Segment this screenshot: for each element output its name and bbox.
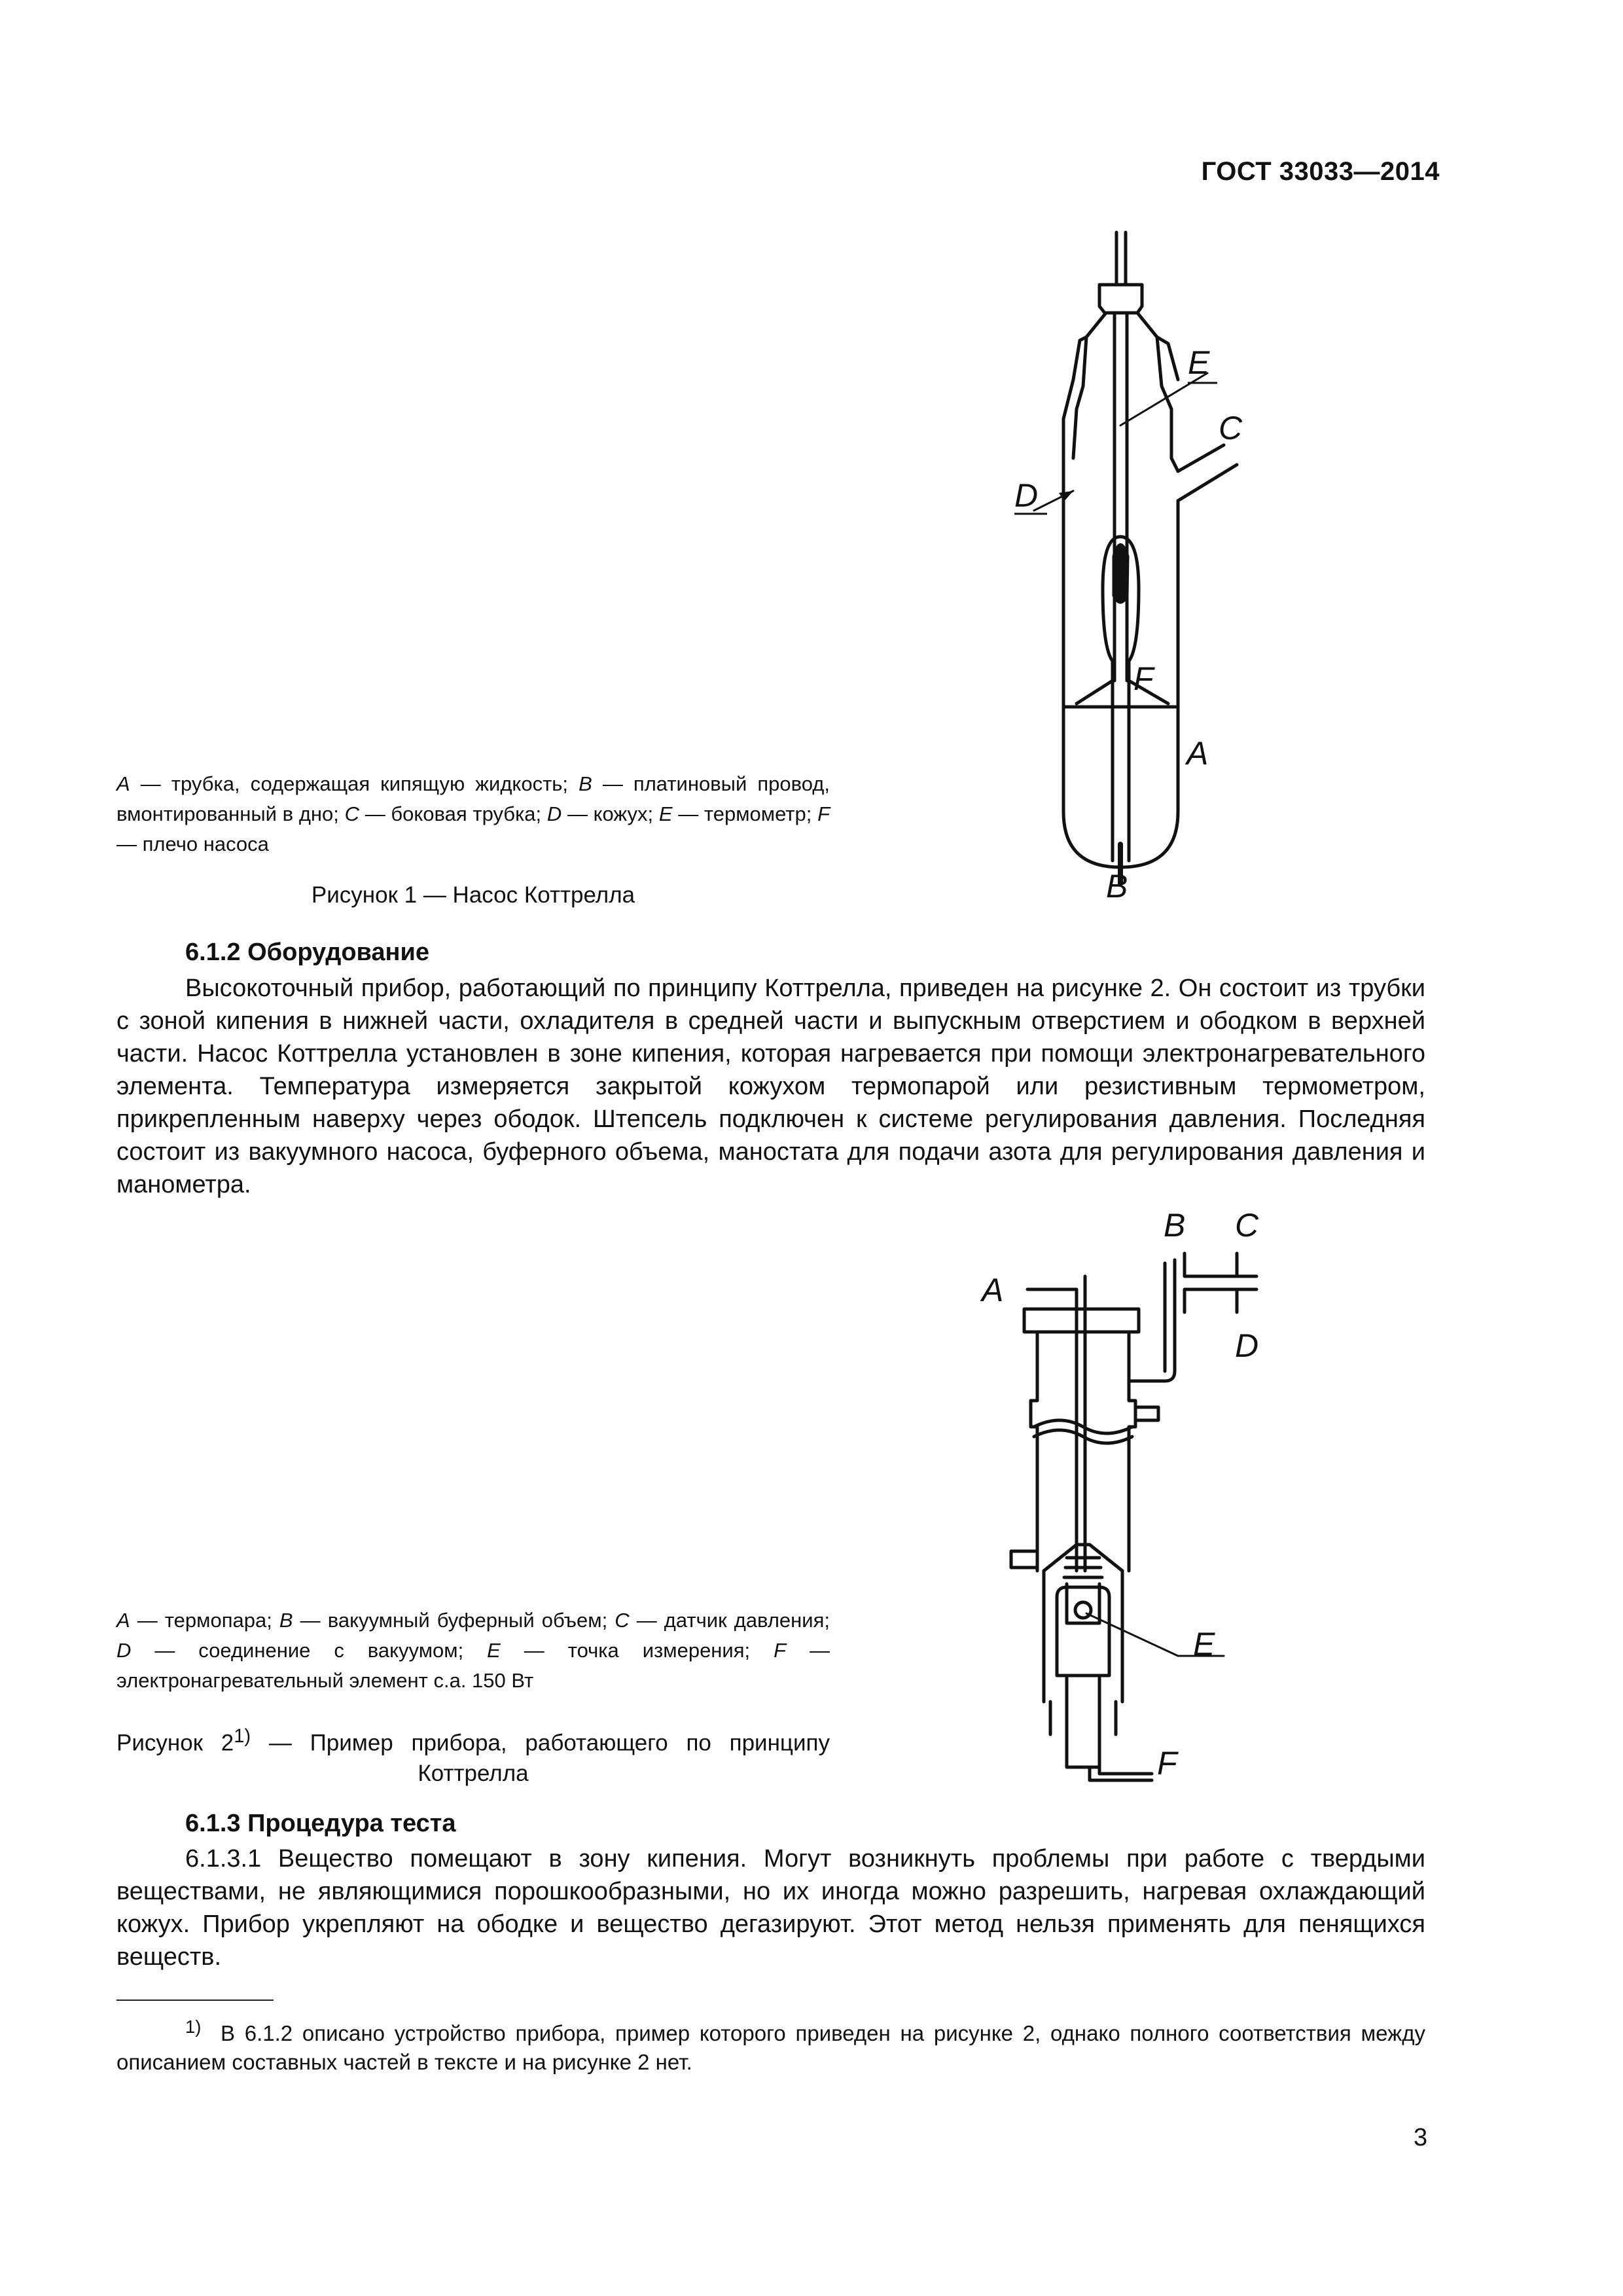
fig2-label-c: C: [1235, 1207, 1259, 1244]
legend-item: E — точка измерения;: [487, 1639, 774, 1662]
legend-item: F — электронагревательный элемент с.а. 150 Вт: [116, 1639, 830, 1692]
fig1-label-a: A: [1186, 735, 1209, 772]
fig2-label-a: A: [982, 1272, 1004, 1308]
page-number: 3: [1414, 2124, 1428, 2151]
footnote-separator: [116, 2000, 274, 2001]
fig1-label-c: C: [1219, 410, 1243, 446]
section-6-1-3-paragraph: 6.1.3.1 Вещество помещают в зону кипения. Могут возникнуть проблемы при работе с твердыми веществами, не являющимися порошкообразными, но их иногда можно разрешить, нагревая охлаждающий кожух. Прибор укрепляют на ободке и вещество дегазируют. Этот метод нельзя применять для пенящихся веществ.: [116, 1845, 1425, 1971]
legend-item: E — термометр;: [658, 802, 818, 825]
section-heading-6-1-2: 6.1.2 Оборудование: [185, 939, 429, 966]
legend-item: A — трубка, содержащая кипящую жидкость;: [116, 772, 579, 795]
figure-1-legend: [116, 769, 830, 859]
legend-item: B — вакуумный буферный объем;: [279, 1609, 615, 1632]
section-6-1-2-paragraph: Высокоточный прибор, работающий по принципу Коттрелла, приведен на рисунке 2. Он состоит из трубки с зоной кипения в нижней части, охладителя в средней части и выпускным отверстием и ободком в верхней части. Насос Коттрелла установлен в зоне кипения, которая нагревается при помощи электронагревательного элемента. Температура измеряется закрытой кожухом термопарой или резистивным термометром, прикрепленным наверху через ободок. Штепсель подключен к системе регулирования давления. Последняя состоит из вакуумного насоса, буферного объема, маностата для подачи азота для регулирования давления и манометра.: [116, 975, 1425, 1198]
fig1-label-b: B: [1106, 868, 1128, 905]
document-code: ГОСТ 33033—2014: [1201, 157, 1440, 186]
legend-item: C — боковая трубка;: [344, 802, 547, 825]
figure-2-title: Рисунок 2$^{1)}$ — Пример прибора, работающего по принципу Коттрелла: [116, 1726, 830, 1786]
fig2-label-e: E: [1193, 1626, 1215, 1662]
legend-item: F — плечо насоса: [116, 802, 830, 855]
fig1-label-f: F: [1133, 660, 1154, 697]
footnote-marker: 1): [185, 2017, 202, 2037]
fig1-label-d: D: [1014, 477, 1039, 514]
legend-item: A — термопара;: [116, 1609, 279, 1632]
legend-item: B — платиновый провод, вмонтированный в дно;: [116, 772, 830, 825]
fig2-label-d: D: [1235, 1327, 1259, 1364]
footnote-ref[interactable]: 1): [234, 1726, 251, 1747]
legend-item: C — датчик давления;: [615, 1609, 830, 1632]
figure-1-title: Рисунок 1 — Насос Коттрелла: [311, 882, 635, 908]
fig2-label-b: B: [1164, 1207, 1186, 1244]
figure-2-cottrell-apparatus: [969, 1204, 1335, 1793]
footnote: $^{1)}$ В 6.1.2 описано устройство прибора, пример которого приведен на рисунке 2, однако полного соответствия между описанием составных частей в тексте и на рисунке 2 нет.: [116, 2017, 1425, 2074]
legend-item: D — кожух;: [546, 802, 659, 825]
section-heading-6-1-3: 6.1.3 Процедура теста: [185, 1810, 456, 1837]
fig1-label-e: E: [1188, 344, 1210, 381]
figure-1-cottrell-pump: [982, 223, 1322, 929]
figure-2-legend: [116, 1605, 830, 1696]
legend-item: D — соединение с вакуумом;: [116, 1639, 488, 1662]
fig2-label-f: F: [1157, 1745, 1177, 1782]
